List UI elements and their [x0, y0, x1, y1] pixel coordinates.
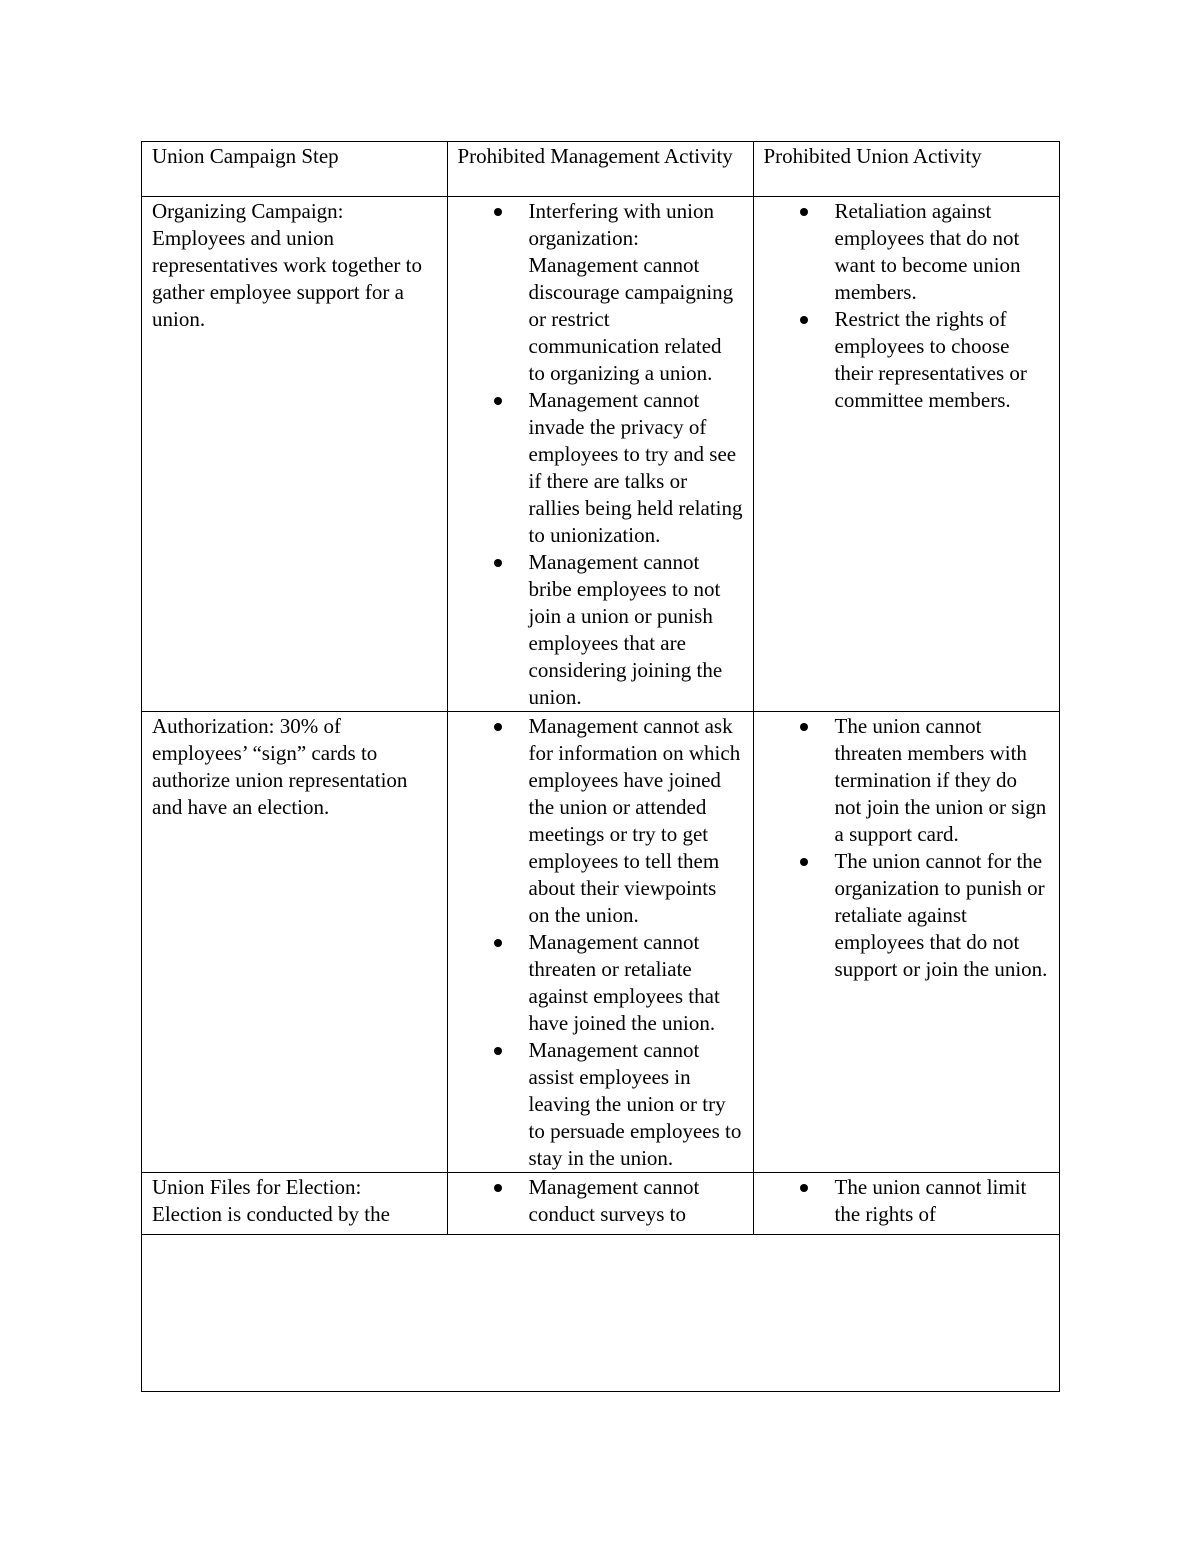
bullet-icon [800, 316, 808, 324]
management-cell [447, 712, 753, 1173]
header-cell-management [447, 142, 753, 197]
list-item-text: Management cannot ask for information on which employees have joined the union or attended meetings or try to get employees to tell them about their viewpoints on the union. [528, 714, 741, 927]
list-item-text: The union cannot threaten members with termination if they do not join the union or sign a support card. [834, 714, 1047, 846]
management-list [458, 713, 743, 1172]
step-cell [142, 712, 447, 1173]
list-item [458, 387, 743, 549]
union-campaign-table-container [141, 141, 1060, 1392]
bullet-icon [494, 723, 502, 731]
bullet-icon [494, 1184, 502, 1192]
union-list [764, 198, 1050, 414]
management-list [458, 198, 743, 711]
table-row [142, 1173, 1059, 1235]
table-row [142, 712, 1059, 1173]
union-cell [753, 712, 1059, 1173]
list-item-text: Management cannot threaten or retaliate against employees that have joined the union. [528, 930, 720, 1035]
step-cell [142, 197, 447, 712]
table-header-row [142, 142, 1059, 197]
list-item [458, 713, 743, 929]
list-item-text: Management cannot assist employees in leaving the union or try to persuade employees to stay in the union. [528, 1038, 742, 1170]
list-item-text: The union cannot limit the rights of [834, 1175, 1027, 1226]
union-list [764, 1174, 1050, 1228]
union-cell [753, 1173, 1059, 1235]
bullet-icon [494, 559, 502, 567]
management-list [458, 1174, 743, 1228]
header-cell-step [142, 142, 447, 197]
list-item-text: The union cannot for the organization to punish or retaliate against employees that do not support or join the union. [834, 849, 1048, 981]
bullet-icon [494, 1047, 502, 1055]
union-campaign-table [142, 141, 1059, 1235]
union-list [764, 713, 1050, 983]
header-step-label: Union Campaign Step [152, 144, 339, 168]
bullet-icon [494, 397, 502, 405]
list-item [458, 1174, 743, 1228]
bullet-icon [800, 723, 808, 731]
bullet-icon [494, 939, 502, 947]
header-union-label: Prohibited Union Activity [763, 144, 982, 168]
table-row [142, 197, 1059, 712]
list-item [458, 198, 743, 387]
list-item-text: Management cannot bribe employees to not join a union or punish employees that are considering joining the union. [528, 550, 723, 709]
step-text: Authorization: 30% of employees’ “sign” cards to authorize union representation and have an election. [152, 714, 408, 819]
bullet-icon [800, 208, 808, 216]
list-item [764, 1174, 1050, 1228]
bullet-icon [494, 208, 502, 216]
bullet-icon [800, 858, 808, 866]
list-item [458, 1037, 743, 1172]
list-item [764, 306, 1050, 414]
management-cell [447, 197, 753, 712]
list-item [764, 713, 1050, 848]
union-cell [753, 197, 1059, 712]
list-item-text: Management cannot conduct surveys to [528, 1175, 700, 1226]
step-text: Organizing Campaign: Employees and union representatives work together to gather employee support for a union. [152, 199, 422, 331]
list-item [764, 198, 1050, 306]
step-cell [142, 1173, 447, 1235]
management-cell [447, 1173, 753, 1235]
header-cell-union [753, 142, 1059, 197]
list-item [764, 848, 1050, 983]
header-management-label: Prohibited Management Activity [457, 144, 733, 168]
bullet-icon [800, 1184, 808, 1192]
list-item-text: Management cannot invade the privacy of employees to try and see if there are talks or rallies being held relating to unionization. [528, 388, 743, 547]
list-item [458, 929, 743, 1037]
list-item-text: Retaliation against employees that do not want to become union members. [834, 199, 1021, 304]
list-item-text: Restrict the rights of employees to choose their representatives or committee members. [834, 307, 1027, 412]
list-item-text: Interfering with union organization: Management cannot discourage campaigning or restrict communication related to organizing a union. [528, 199, 734, 385]
step-text: Union Files for Election: Election is conducted by the [152, 1175, 390, 1226]
list-item [458, 549, 743, 711]
